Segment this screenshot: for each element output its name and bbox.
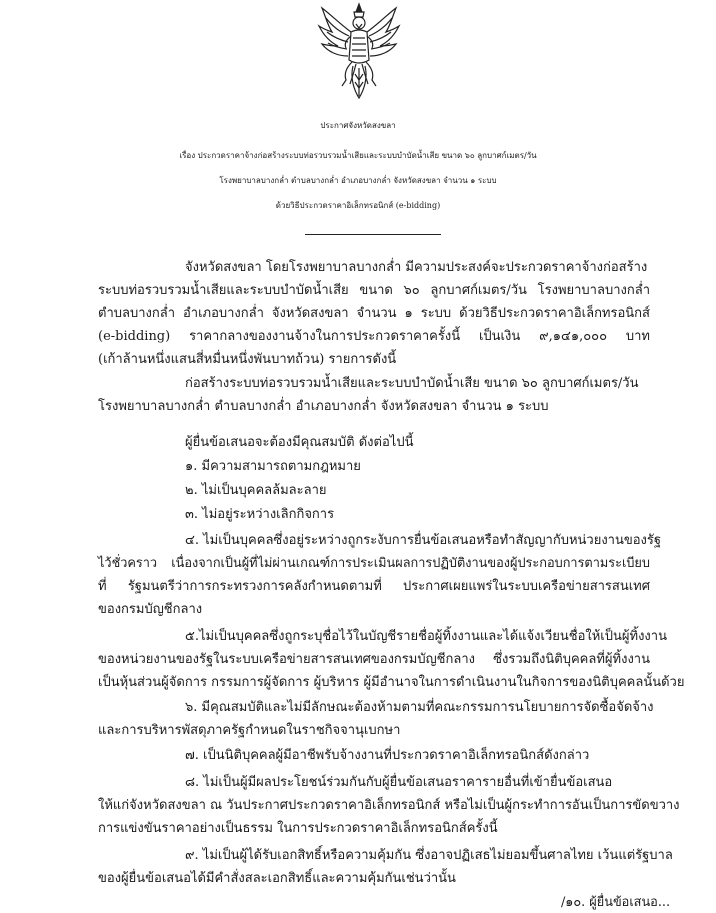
qualification-2: ๒. ไม่เป็นบุคคลล้มละลาย (185, 483, 327, 498)
qualification-intro: ผู้ยื่นข้อเสนอจะต้องมีคุณสมบัติ ดังต่อไปนี้ (185, 435, 414, 450)
qualification-4-line-1: ๔. ไม่เป็นบุคคลซึ่งอยู่ระหว่างถูกระงับการยื่นข้อเสนอหรือทำสัญญากับหน่วยงานของรัฐ (185, 533, 662, 548)
p2-line-1: ก่อสร้างระบบท่อรวบรวมน้ำเสียและระบบบำบัดน้ำเสีย ขนาด ๖๐ ลูกบาศก์เมตร/วัน (185, 376, 639, 391)
qualification-9-line-1: ๙. ไม่เป็นผู้ได้รับเอกสิทธิ์หรือความคุ้มกัน ซึ่งอาจปฏิเสธไม่ยอมขึ้นศาลไทย เว้นแต่รัฐบาล (185, 848, 673, 863)
qualification-4-line-4: ของกรมบัญชีกลาง (98, 602, 203, 617)
subject-line-2: โรงพยาบาลบางกล่ำ ตำบลบางกล่ำ อำเภอบางกล่ำ จังหวัดสงขลา จำนวน ๑ ระบบ (219, 176, 497, 185)
qualification-6-line-2: และการบริหารพัสดุภาครัฐกำหนดในราชกิจจานุเบกษา (98, 723, 401, 738)
agency-title: ประกาศจังหวัดสงขลา (320, 121, 396, 130)
qualification-8-line-3: การแข่งขันราคาอย่างเป็นธรรม ในการประกวดราคาอิเล็กทรอนิกส์ครั้งนี้ (98, 821, 498, 836)
qualification-5-line-1: ๕.ไม่เป็นบุคคลซึ่งถูกระบุชื่อไว้ในบัญชีรายชื่อผู้ทิ้งงานและได้แจ้งเวียนชื่อให้เป็นผู้ทิ้งงาน (185, 629, 667, 644)
qualification-8-line-1: ๘. ไม่เป็นผู้มีผลประโยชน์ร่วมกันกับผู้ยื่นข้อเสนอราคารายอื่นที่เข้ายื่นข้อเสนอ (185, 775, 613, 790)
qualification-4-line-2: ไว้ชั่วคราว เนื่องจากเป็นผู้ที่ไม่ผ่านเกณฑ์การประเมินผลการปฏิบัติงานของผู้ประกอบการตามระเบียบ (98, 556, 650, 571)
p1-line-2: ระบบท่อรวบรวมน้ำเสียและระบบบำบัดน้ำเสีย ขนาด ๖๐ ลูกบาศก์เมตร/วัน โรงพยาบาลบางกล่ำ (98, 283, 650, 298)
qualification-3: ๓. ไม่อยู่ระหว่างเลิกกิจการ (185, 507, 335, 522)
qualification-9-line-2: ของผู้ยื่นข้อเสนอได้มีคำสั่งสละเอกสิทธิ์และความคุ้มกันเช่นว่านั้น (98, 871, 456, 886)
p1-line-1: จังหวัดสงขลา โดยโรงพยาบาลบางกล่ำ มีความประสงค์จะประกวดราคาจ้างก่อสร้าง (185, 260, 648, 275)
subject-line-1: เรื่อง ประกวดราคาจ้างก่อสร้างระบบท่อรวบรวมน้ำเสียและระบบบำบัดน้ำเสีย ขนาด ๖๐ ลูกบาศก์เมตร/วัน (179, 151, 537, 160)
qualification-7: ๗. เป็นนิติบุคคลผู้มีอาชีพรับจ้างงานที่ประกวดราคาอิเล็กทรอนิกส์ดังกล่าว (185, 748, 590, 763)
heading-divider (305, 234, 441, 235)
p1-line-5: (เก้าล้านหนึ่งแสนสี่หมื่นหนึ่งพันบาทถ้วน) รายการดังนี้ (98, 352, 397, 367)
p1-line-3: ตำบลบางกล่ำ อำเภอบางกล่ำ จังหวัดสงขลา จำนวน ๑ ระบบ ด้วยวิธีประกวดราคาอิเล็กทรอนิกส์ (98, 306, 650, 321)
continuation-marker: /๑๐. ผู้ยื่นข้อเสนอ... (561, 895, 670, 910)
qualification-5-line-2: ของหน่วยงานของรัฐในระบบเครือข่ายสารสนเทศของกรมบัญชีกลาง ซึ่งรวมถึงนิติบุคคลที่ผู้ทิ้งงาน (98, 652, 650, 667)
p1-line-4: (e-bidding) ราคากลางของงานจ้างในการประกวดราคาครั้งนี้ เป็นเงิน ๙,๑๔๑,๐๐๐ บาท (98, 329, 650, 344)
qualification-1: ๑. มีความสามารถตามกฎหมาย (185, 459, 361, 474)
qualification-8-line-2: ให้แก่จังหวัดสงขลา ณ วันประกาศประกวดราคาอิเล็กทรอนิกส์ หรือไม่เป็นผู้กระทำการอันเป็นการขัดขวาง (98, 798, 680, 813)
subject-line-3: ด้วยวิธีประกวดราคาอิเล็กทรอนิกส์ (e-bidding) (275, 201, 441, 210)
qualification-4-line-3: ที่ รัฐมนตรีว่าการกระทรวงการคลังกำหนดตามที่ ประกาศเผยแพร่ในระบบเครือข่ายสารสนเทศ (98, 579, 650, 594)
qualification-6-line-1: ๖. มีคุณสมบัติและไม่มีลักษณะต้องห้ามตามที่คณะกรรมการนโยบายการจัดซื้อจัดจ้าง (185, 700, 654, 715)
garuda-emblem-icon (316, 2, 402, 102)
p2-line-2: โรงพยาบาลบางกล่ำ ตำบลบางกล่ำ อำเภอบางกล่ำ จังหวัดสงขลา จำนวน ๑ ระบบ (98, 399, 549, 414)
qualification-5-line-3: เป็นหุ้นส่วนผู้จัดการ กรรมการผู้จัดการ ผู้บริหาร ผู้มีอำนาจในการดำเนินงานในกิจการของนิติบุคคลนั้นด้วย (98, 675, 685, 690)
